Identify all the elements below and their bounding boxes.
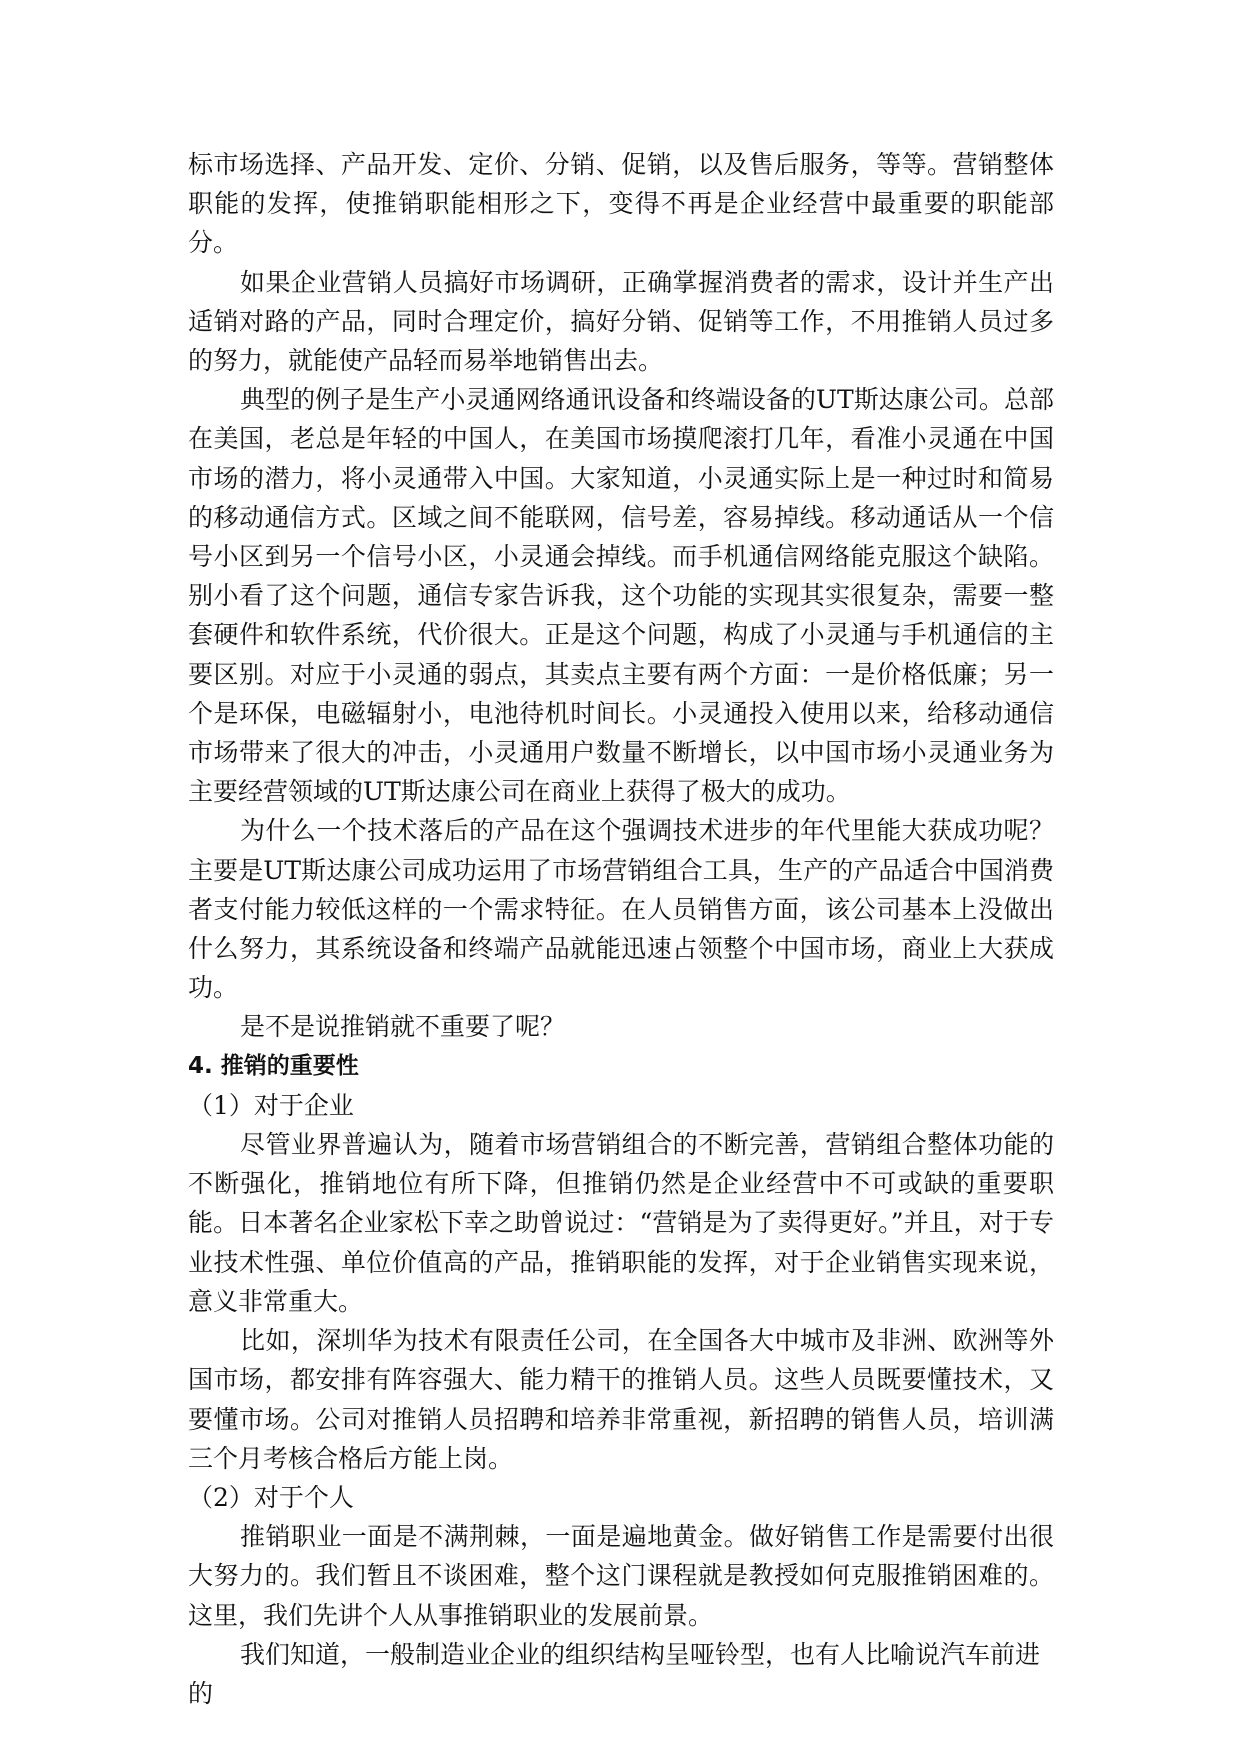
paragraph: 标市场选择、产品开发、定价、分销、促销，以及售后服务，等等。营销整体职能的发挥，使推销职能相形之下，变得不再是企业经营中最重要的职能部分。 [188, 150, 1054, 258]
paragraph: 典型的例子是生产小灵通网络通讯设备和终端设备的UT斯达康公司。总部在美国，老总是年轻的中国人，在美国市场摸爬滚打几年，看准小灵通在中国市场的潜力，将小灵通带入中国。大家知道，小灵通实际上是一种过时和简易的移动通信方式。区域之间不能联网，信号差，容易掉线。移动通话从一个信号小区到另一个信号小区，小灵通会掉线。而手机通信网络能克服这个缺陷。别小看了这个问题，通信专家告诉我，这个功能的实现其实很复杂，需要一整套硬件和软件系统，代价很大。正是这个问题，构成了小灵通与手机通信的主要区别。对应于小灵通的弱点，其卖点主要有两个方面：一是价格低廉；另一个是环保，电磁辐射小，电池待机时间长。小灵通投入使用以来，给移动通信市场带来了很大的冲击，小灵通用户数量不断增长，以中国市场小灵通业务为主要经营领域的UT斯达康公司在商业上获得了极大的成功。 [188, 385, 1054, 807]
subsection-heading: （1）对于企业 [188, 1090, 354, 1120]
subsection-heading: （2）对于个人 [188, 1482, 354, 1512]
paragraph: 尽管业界普遍认为，随着市场营销组合的不断完善，营销组合整体功能的不断强化，推销地位有所下降，但推销仍然是企业经营中不可或缺的重要职能。日本著名企业家松下幸之助曾说过：“营销是为了卖得更好。”并且，对于专业技术性强、单位价值高的产品，推销职能的发挥，对于企业销售实现来说，意义非常重大。 [188, 1130, 1054, 1316]
paragraph: 如果企业营销人员搞好市场调研，正确掌握消费者的需求，设计并生产出适销对路的产品，同时合理定价，搞好分销、促销等工作，不用推销人员过多的努力，就能使产品轻而易举地销售出去。 [188, 267, 1054, 376]
paragraph: 为什么一个技术落后的产品在这个强调技术进步的年代里能大获成功呢？主要是UT斯达康公司成功运用了市场营销组合工具，生产的产品适合中国消费者支付能力较低这样的一个需求特征。在人员销售方面，该公司基本上没做出什么努力，其系统设备和终端产品就能迅速占领整个中国市场，商业上大获成功。 [188, 816, 1054, 1003]
document-body [188, 145, 1054, 1713]
paragraph: 是不是说推销就不重要了呢？ [240, 1012, 566, 1042]
paragraph: 我们知道，一般制造业企业的组织结构呈哑铃型，也有人比喻说汽车前进的 [188, 1639, 1041, 1708]
paragraph: 比如，深圳华为技术有限责任公司，在全国各大中城市及非洲、欧洲等外国市场，都安排有阵容强大、能力精干的推销人员。这些人员既要懂技术，又要懂市场。公司对推销人员招聘和培养非常重视，新招聘的销售人员，培训满三个月考核合格后方能上岗。 [188, 1326, 1054, 1473]
paragraph: 推销职业一面是不满荆棘，一面是遍地黄金。做好销售工作是需要付出很大努力的。我们暂且不谈困难，整个这门课程就是教授如何克服推销困难的。这里，我们先讲个人从事推销职业的发展前景。 [188, 1522, 1054, 1630]
section-heading: 4. 推销的重要性 [188, 1052, 359, 1079]
